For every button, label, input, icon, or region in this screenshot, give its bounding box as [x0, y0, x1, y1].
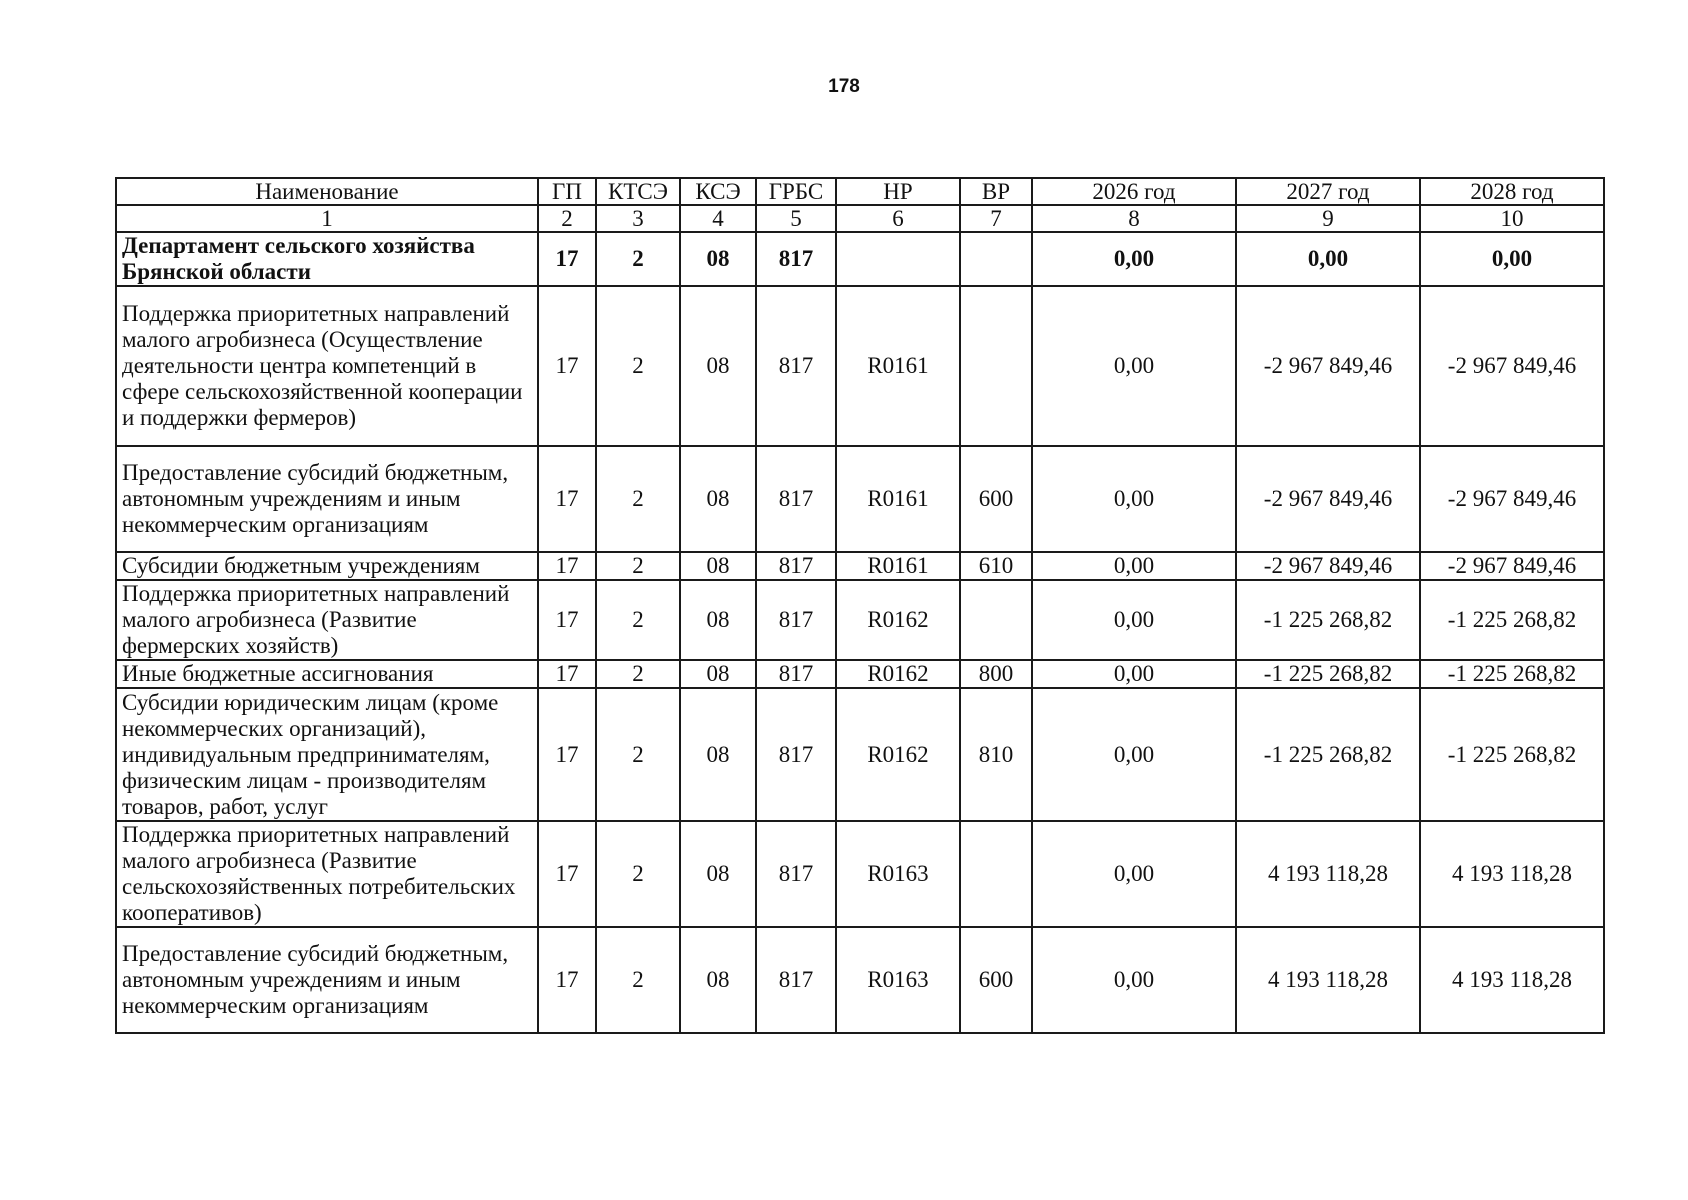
cell-kse: 08: [680, 446, 756, 552]
cell-nr: R0163: [836, 821, 960, 927]
header-ktse: КТСЭ: [596, 178, 680, 205]
column-number: 8: [1032, 205, 1236, 232]
column-number: 10: [1420, 205, 1604, 232]
row-name: Субсидии бюджетным учреждениям: [116, 552, 538, 580]
cell-grbs: 817: [756, 286, 836, 446]
header-2027: 2027 год: [1236, 178, 1420, 205]
header-nr: НР: [836, 178, 960, 205]
cell-grbs: 817: [756, 927, 836, 1033]
table-row: [116, 660, 1604, 688]
cell-vr: [960, 232, 1032, 286]
table-row: [116, 580, 1604, 660]
header-kse: КСЭ: [680, 178, 756, 205]
cell-kse: 08: [680, 688, 756, 821]
cell-2026: 0,00: [1032, 232, 1236, 286]
cell-gp: 17: [538, 232, 596, 286]
cell-2027: 4 193 118,28: [1236, 821, 1420, 927]
cell-2026: 0,00: [1032, 688, 1236, 821]
cell-vr: 610: [960, 552, 1032, 580]
row-name: Поддержка приоритетных направлений малого агробизнеса (Осуществление деятельности центра компетенций в сфере сельскохозяйственной кооперации и поддержки фермеров): [116, 286, 538, 446]
header-gp: ГП: [538, 178, 596, 205]
cell-kse: 08: [680, 821, 756, 927]
cell-2028: -1 225 268,82: [1420, 660, 1604, 688]
column-number: 4: [680, 205, 756, 232]
cell-2028: -1 225 268,82: [1420, 580, 1604, 660]
cell-grbs: 817: [756, 232, 836, 286]
cell-ktse: 2: [596, 927, 680, 1033]
column-number: 3: [596, 205, 680, 232]
cell-nr: R0161: [836, 286, 960, 446]
cell-vr: 810: [960, 688, 1032, 821]
table-row: [116, 688, 1604, 821]
cell-grbs: 817: [756, 552, 836, 580]
cell-2027: 0,00: [1236, 232, 1420, 286]
column-number: 7: [960, 205, 1032, 232]
header-row: [116, 178, 1604, 205]
column-number: 1: [116, 205, 538, 232]
cell-nr: R0163: [836, 927, 960, 1033]
cell-ktse: 2: [596, 446, 680, 552]
cell-2028: -2 967 849,46: [1420, 446, 1604, 552]
cell-2028: -2 967 849,46: [1420, 286, 1604, 446]
column-number: 2: [538, 205, 596, 232]
cell-2026: 0,00: [1032, 580, 1236, 660]
cell-2026: 0,00: [1032, 446, 1236, 552]
budget-table: [115, 177, 1605, 1034]
table-row: [116, 927, 1604, 1033]
column-number: 5: [756, 205, 836, 232]
cell-2028: -2 967 849,46: [1420, 552, 1604, 580]
cell-vr: 800: [960, 660, 1032, 688]
cell-2026: 0,00: [1032, 927, 1236, 1033]
cell-gp: 17: [538, 580, 596, 660]
page-number: 178: [828, 76, 860, 97]
cell-gp: 17: [538, 446, 596, 552]
cell-ktse: 2: [596, 821, 680, 927]
header-2026: 2026 год: [1032, 178, 1236, 205]
row-name: Поддержка приоритетных направлений малого агробизнеса (Развитие фермерских хозяйств): [116, 580, 538, 660]
cell-2027: -2 967 849,46: [1236, 446, 1420, 552]
cell-vr: [960, 580, 1032, 660]
cell-grbs: 817: [756, 688, 836, 821]
cell-nr: [836, 232, 960, 286]
cell-kse: 08: [680, 286, 756, 446]
cell-2027: -1 225 268,82: [1236, 580, 1420, 660]
row-name: Иные бюджетные ассигнования: [116, 660, 538, 688]
cell-grbs: 817: [756, 446, 836, 552]
cell-nr: R0161: [836, 446, 960, 552]
cell-ktse: 2: [596, 552, 680, 580]
cell-ktse: 2: [596, 286, 680, 446]
row-name: Поддержка приоритетных направлений малого агробизнеса (Развитие сельскохозяйственных потребительских кооперативов): [116, 821, 538, 927]
cell-2028: -1 225 268,82: [1420, 688, 1604, 821]
cell-kse: 08: [680, 232, 756, 286]
header-name: Наименование: [116, 178, 538, 205]
cell-2028: 4 193 118,28: [1420, 821, 1604, 927]
cell-gp: 17: [538, 927, 596, 1033]
cell-ktse: 2: [596, 232, 680, 286]
cell-kse: 08: [680, 660, 756, 688]
cell-2027: -1 225 268,82: [1236, 688, 1420, 821]
cell-2028: 0,00: [1420, 232, 1604, 286]
cell-2026: 0,00: [1032, 286, 1236, 446]
cell-ktse: 2: [596, 688, 680, 821]
header-grbs: ГРБС: [756, 178, 836, 205]
row-name: Предоставление субсидий бюджетным, автономным учреждениям и иным некоммерческим организациям: [116, 446, 538, 552]
cell-kse: 08: [680, 580, 756, 660]
header-2028: 2028 год: [1420, 178, 1604, 205]
cell-ktse: 2: [596, 660, 680, 688]
table-row: [116, 286, 1604, 446]
cell-2026: 0,00: [1032, 821, 1236, 927]
cell-grbs: 817: [756, 660, 836, 688]
column-number: 9: [1236, 205, 1420, 232]
cell-2027: -1 225 268,82: [1236, 660, 1420, 688]
cell-gp: 17: [538, 552, 596, 580]
cell-2027: 4 193 118,28: [1236, 927, 1420, 1033]
cell-kse: 08: [680, 552, 756, 580]
cell-gp: 17: [538, 660, 596, 688]
row-name: Департамент сельского хозяйства Брянской области: [116, 232, 538, 286]
cell-vr: [960, 286, 1032, 446]
cell-gp: 17: [538, 688, 596, 821]
cell-vr: 600: [960, 446, 1032, 552]
cell-vr: [960, 821, 1032, 927]
cell-2027: -2 967 849,46: [1236, 552, 1420, 580]
cell-nr: R0161: [836, 552, 960, 580]
cell-kse: 08: [680, 927, 756, 1033]
table-row: [116, 821, 1604, 927]
table-row: [116, 446, 1604, 552]
cell-nr: R0162: [836, 688, 960, 821]
table-row: [116, 232, 1604, 286]
header-vr: ВР: [960, 178, 1032, 205]
cell-nr: R0162: [836, 660, 960, 688]
cell-grbs: 817: [756, 821, 836, 927]
cell-vr: 600: [960, 927, 1032, 1033]
cell-grbs: 817: [756, 580, 836, 660]
cell-2028: 4 193 118,28: [1420, 927, 1604, 1033]
cell-ktse: 2: [596, 580, 680, 660]
cell-2026: 0,00: [1032, 660, 1236, 688]
table-row: [116, 552, 1604, 580]
cell-2027: -2 967 849,46: [1236, 286, 1420, 446]
cell-gp: 17: [538, 286, 596, 446]
cell-2026: 0,00: [1032, 552, 1236, 580]
cell-nr: R0162: [836, 580, 960, 660]
cell-gp: 17: [538, 821, 596, 927]
column-number: 6: [836, 205, 960, 232]
column-number-row: [116, 205, 1604, 232]
row-name: Субсидии юридическим лицам (кроме некоммерческих организаций), индивидуальным предпринимателям, физическим лицам - производителям товаров, работ, услуг: [116, 688, 538, 821]
row-name: Предоставление субсидий бюджетным, автономным учреждениям и иным некоммерческим организациям: [116, 927, 538, 1033]
